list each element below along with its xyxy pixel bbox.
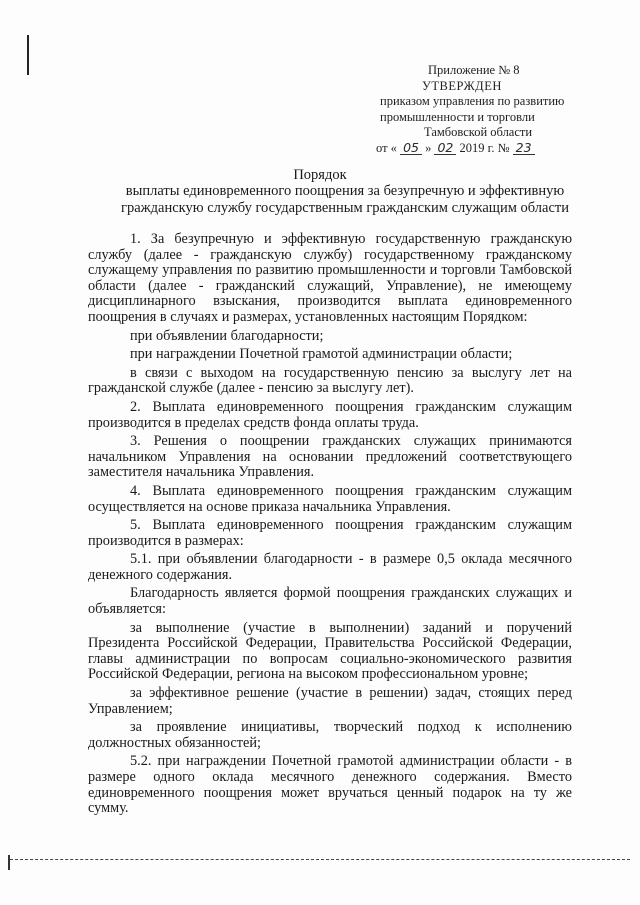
handwritten-month: 02 xyxy=(434,142,456,155)
order-line-2: промышленности и торговли xyxy=(380,109,535,124)
paragraph-1: 1. За безупречную и эффективную государственную гражданскую службу (далее - гражданскую службу) государственному гражданскому служащему управления по развитию промышленности и торговли Тамбовской области (далее - гражданский служащий, Управление), не имеющему дисциплинарного взыскания, производится выплата единовременного поощрения в случаях и размерах, установленных настоящим Порядком: xyxy=(88,231,572,325)
paragraph-3: 3. Решения о поощрении гражданских служащих принимаются начальником Управления на основании предложений соответствующего заместителя начальника Управления. xyxy=(88,433,572,481)
scan-artifact-bottom-mark xyxy=(8,855,10,870)
paragraph-2: 2. Выплата единовременного поощрения гражданским служащим производится в пределах средств фонда оплаты труда. xyxy=(88,398,572,431)
paragraph-5-2: 5.2. при награждении Почетной грамотой администрации области - в размере одного оклада месячного денежного содержания. Вместо единовременного поощрения может вручаться ценный подарок на ту же сумму. xyxy=(88,753,572,817)
scan-artifact-mark xyxy=(27,35,29,75)
paragraph-1-item-diploma: при награждении Почетной грамотой администрации области; xyxy=(130,346,513,363)
paragraph-1-item-pension: в связи с выходом на государственную пенсию за выслугу лет на гражданской службе (далее - пенсию за выслугу лет). xyxy=(88,364,572,397)
approved-label: УТВЕРЖДЕН xyxy=(422,78,502,93)
document-body xyxy=(88,232,572,820)
region-line: Тамбовской области xyxy=(424,125,533,140)
paragraph-gratitude-item-effective: за эффективное решение (участие в решении) задач, стоящих перед Управлением; xyxy=(88,685,572,717)
year-text: 2019 г. № xyxy=(459,140,510,155)
paragraph-5-1: 5.1. при объявлении благодарности - в размере 0,5 оклада месячного денежного содержания. xyxy=(88,551,572,583)
order-line-1: приказом управления по развитию xyxy=(380,94,565,109)
handwritten-number: 23 xyxy=(513,142,535,155)
paragraph-gratitude-definition: Благодарность является формой поощрения гражданских служащих и объявляется: xyxy=(88,585,572,618)
date-mid: » xyxy=(425,140,432,155)
appendix-label: Приложение № 8 xyxy=(428,63,520,77)
approval-stamp-block xyxy=(360,63,620,157)
paragraph-1-item-gratitude: при объявлении благодарности; xyxy=(130,327,324,344)
paragraph-4: 4. Выплата единовременного поощрения гражданским служащим осуществляется на основе приказа начальника Управления. xyxy=(88,482,572,515)
document-subtitle: выплаты единовременного поощрения за безупречную и эффективную гражданскую службу государственным гражданским служащим области xyxy=(121,183,569,216)
document-title: Порядок xyxy=(293,167,347,183)
paragraph-gratitude-item-initiative: за проявление инициативы, творческий подход к исполнению должностных обязанностей; xyxy=(88,719,572,751)
paragraph-gratitude-item-tasks: за выполнение (участие в выполнении) заданий и поручений Президента Российской Федерации, Правительства Российской Федерации, главы администрации по вопросам социально-экономического развития Российской Федерации, региона на высоком профессиональном уровне; xyxy=(88,619,572,683)
order-date-line xyxy=(360,141,620,157)
paragraph-5: 5. Выплата единовременного поощрения гражданским служащим производится в размерах: xyxy=(88,517,572,549)
date-prefix: от « xyxy=(376,140,397,155)
scan-bottom-rule xyxy=(10,859,630,860)
handwritten-day: 05 xyxy=(400,142,422,155)
